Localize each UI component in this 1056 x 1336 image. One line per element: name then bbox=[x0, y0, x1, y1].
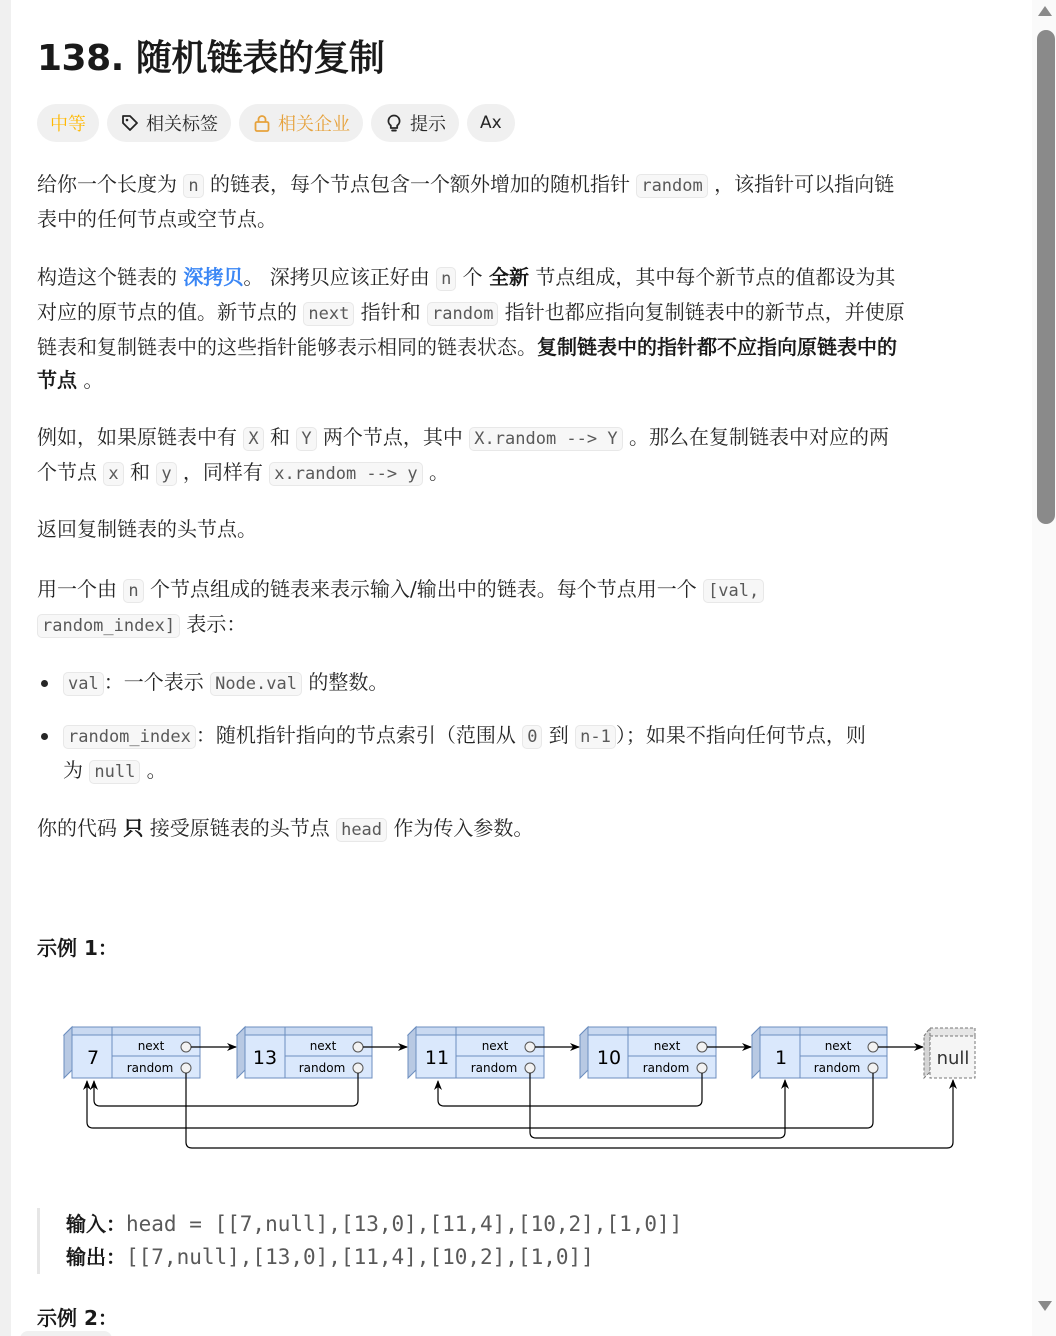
example-1-io bbox=[37, 1208, 682, 1274]
text: 节点组成，其中每个新节点的值都设为其 bbox=[529, 265, 896, 289]
list-item-random-index bbox=[37, 719, 967, 789]
inline-code: n-1 bbox=[575, 725, 616, 749]
text: ，该指针可以指向链 bbox=[707, 172, 895, 196]
text: 给你一个长度为 bbox=[37, 172, 184, 196]
text: 接受原链表的头节点 bbox=[143, 816, 337, 840]
diagram-null-node bbox=[924, 1028, 975, 1078]
inline-code: Y bbox=[296, 427, 316, 451]
diagram-node-1 bbox=[752, 1027, 887, 1078]
text: 个节点 bbox=[37, 460, 104, 484]
text: 表中的任何节点或空节点。 bbox=[37, 207, 277, 231]
text: 。 深拷贝应该正好由 bbox=[243, 265, 437, 289]
inline-code: random bbox=[636, 174, 707, 198]
inline-code: n bbox=[183, 174, 203, 198]
random-arrows bbox=[87, 1073, 953, 1148]
example-1-input bbox=[66, 1208, 682, 1241]
output-label: 输出： bbox=[66, 1245, 126, 1269]
svg-text:next: next bbox=[137, 1039, 165, 1053]
inline-code: null bbox=[89, 760, 140, 784]
text: 两个节点，其中 bbox=[316, 425, 470, 449]
bold-text: 只 bbox=[123, 816, 144, 840]
svg-text:random: random bbox=[298, 1061, 346, 1075]
text: 指针和 bbox=[354, 300, 428, 324]
input-label: 输入： bbox=[66, 1212, 126, 1236]
diagram-node-10 bbox=[580, 1027, 716, 1078]
text: 作为传入参数。 bbox=[387, 816, 534, 840]
inline-code: 0 bbox=[522, 725, 542, 749]
scrollbar-thumb[interactable] bbox=[1037, 30, 1055, 524]
text: 构造这个链表的 bbox=[37, 265, 184, 289]
diagram-node-13 bbox=[237, 1027, 372, 1078]
bold-text: 复制链表中的指针都不应指向原链表中的 bbox=[537, 335, 897, 359]
hint-label: 提示 bbox=[410, 114, 446, 135]
svg-text:next: next bbox=[653, 1039, 681, 1053]
text: 和 bbox=[123, 460, 157, 484]
text: ：一个表示 bbox=[103, 670, 211, 694]
text: 表示： bbox=[180, 612, 247, 636]
text: 为 bbox=[63, 758, 90, 782]
svg-text:random: random bbox=[642, 1061, 690, 1075]
scroll-up-arrow-icon[interactable] bbox=[1038, 6, 1052, 16]
difficulty-label: 中等 bbox=[50, 114, 86, 135]
text: 用一个由 bbox=[37, 577, 124, 601]
text: 到 bbox=[542, 723, 576, 747]
scroll-down-arrow-icon[interactable] bbox=[1038, 1301, 1052, 1311]
text: 链表和复制链表中的这些指针能够表示相同的链表状态。 bbox=[37, 335, 537, 359]
text: 例如，如果原链表中有 bbox=[37, 425, 244, 449]
deep-copy-link[interactable]: 深拷贝 bbox=[183, 265, 244, 289]
bold-text: 全新 bbox=[489, 265, 530, 289]
text: 指针也都应指向复制链表中的新节点，并使原 bbox=[498, 300, 905, 324]
text: 的链表，每个节点包含一个额外增加的随机指针 bbox=[203, 172, 637, 196]
svg-text:1: 1 bbox=[774, 1047, 788, 1069]
text: 。 bbox=[77, 368, 104, 392]
inline-code: random_index bbox=[63, 725, 196, 749]
left-panel-edge bbox=[0, 0, 11, 1336]
vertical-scrollbar[interactable] bbox=[1032, 0, 1056, 1336]
hint-button[interactable] bbox=[371, 104, 459, 142]
svg-text:random: random bbox=[126, 1061, 174, 1075]
text: 。那么在复制链表中对应的两 bbox=[622, 425, 889, 449]
problem-title: 138. 随机链表的复制 bbox=[37, 38, 385, 79]
text: 个节点组成的链表来表示输入/输出中的链表。每个节点用一个 bbox=[143, 577, 704, 601]
svg-text:next: next bbox=[309, 1039, 337, 1053]
lightbulb-icon bbox=[384, 113, 404, 133]
inline-code: X.random --> Y bbox=[469, 427, 622, 451]
related-tags-button[interactable] bbox=[107, 104, 231, 142]
description-paragraph-3 bbox=[37, 421, 1005, 491]
text: ：随机指针指向的节点索引（范围从 bbox=[195, 723, 523, 747]
inline-code: random_index] bbox=[37, 614, 180, 638]
tag-icon bbox=[120, 113, 140, 133]
translate-icon: Ax bbox=[480, 113, 502, 133]
difficulty-badge[interactable] bbox=[37, 104, 99, 142]
inline-code: Node.val bbox=[210, 672, 302, 696]
input-value: head = [[7,null],[13,0],[11,4],[10,2],[1,0]] bbox=[126, 1212, 683, 1236]
description-paragraph-6 bbox=[37, 812, 1005, 847]
example-1-diagram bbox=[57, 1015, 987, 1165]
inline-code: n bbox=[436, 267, 456, 291]
example-1-output bbox=[66, 1241, 682, 1274]
inline-code: x bbox=[103, 462, 123, 486]
list-item-val bbox=[37, 666, 967, 701]
related-tags-label: 相关标签 bbox=[146, 114, 218, 135]
inline-code: head bbox=[336, 818, 387, 842]
example-2-image-placeholder bbox=[20, 1331, 112, 1336]
svg-text:next: next bbox=[824, 1039, 852, 1053]
output-value: [[7,null],[13,0],[11,4],[10,2],[1,0]] bbox=[126, 1245, 594, 1269]
text: 和 bbox=[263, 425, 297, 449]
svg-text:11: 11 bbox=[424, 1047, 450, 1069]
inline-code: next bbox=[303, 302, 354, 326]
description-paragraph-2 bbox=[37, 261, 1005, 397]
lock-icon bbox=[252, 113, 272, 133]
text: 。 bbox=[140, 758, 167, 782]
related-companies-label: 相关企业 bbox=[278, 114, 350, 135]
svg-text:null: null bbox=[936, 1048, 970, 1069]
description-paragraph-4: 返回复制链表的头节点。 bbox=[37, 517, 257, 541]
description-paragraph-1 bbox=[37, 168, 1005, 236]
svg-text:7: 7 bbox=[86, 1047, 100, 1069]
text: 你的代码 bbox=[37, 816, 124, 840]
tag-bar bbox=[37, 104, 515, 142]
text: ）；如果不指向任何节点，则 bbox=[615, 723, 866, 747]
diagram-node-7 bbox=[64, 1027, 200, 1078]
text: 。 bbox=[422, 460, 449, 484]
inline-code: random bbox=[427, 302, 498, 326]
related-companies-button[interactable] bbox=[239, 104, 363, 142]
svg-text:random: random bbox=[813, 1061, 861, 1075]
inline-code: [val, bbox=[703, 579, 764, 603]
text: 的整数。 bbox=[301, 670, 389, 694]
inline-code: x.random --> y bbox=[269, 462, 422, 486]
inline-code: n bbox=[123, 579, 143, 603]
svg-text:10: 10 bbox=[596, 1047, 622, 1069]
text: 对应的原节点的值。新节点的 bbox=[37, 300, 304, 324]
inline-code: val bbox=[63, 672, 104, 696]
svg-text:13: 13 bbox=[252, 1047, 278, 1069]
inline-code: X bbox=[243, 427, 263, 451]
text: 个 bbox=[456, 265, 490, 289]
example-2-heading: 示例 2： bbox=[37, 1306, 118, 1330]
translate-button[interactable] bbox=[467, 104, 515, 142]
svg-text:next: next bbox=[481, 1039, 509, 1053]
inline-code: y bbox=[156, 462, 176, 486]
text: ，同样有 bbox=[176, 460, 270, 484]
example-1-heading: 示例 1： bbox=[37, 936, 118, 960]
diagram-node-11 bbox=[408, 1027, 544, 1078]
bold-text: 节点 bbox=[37, 368, 77, 392]
description-paragraph-5 bbox=[37, 573, 1005, 643]
svg-text:random: random bbox=[470, 1061, 518, 1075]
